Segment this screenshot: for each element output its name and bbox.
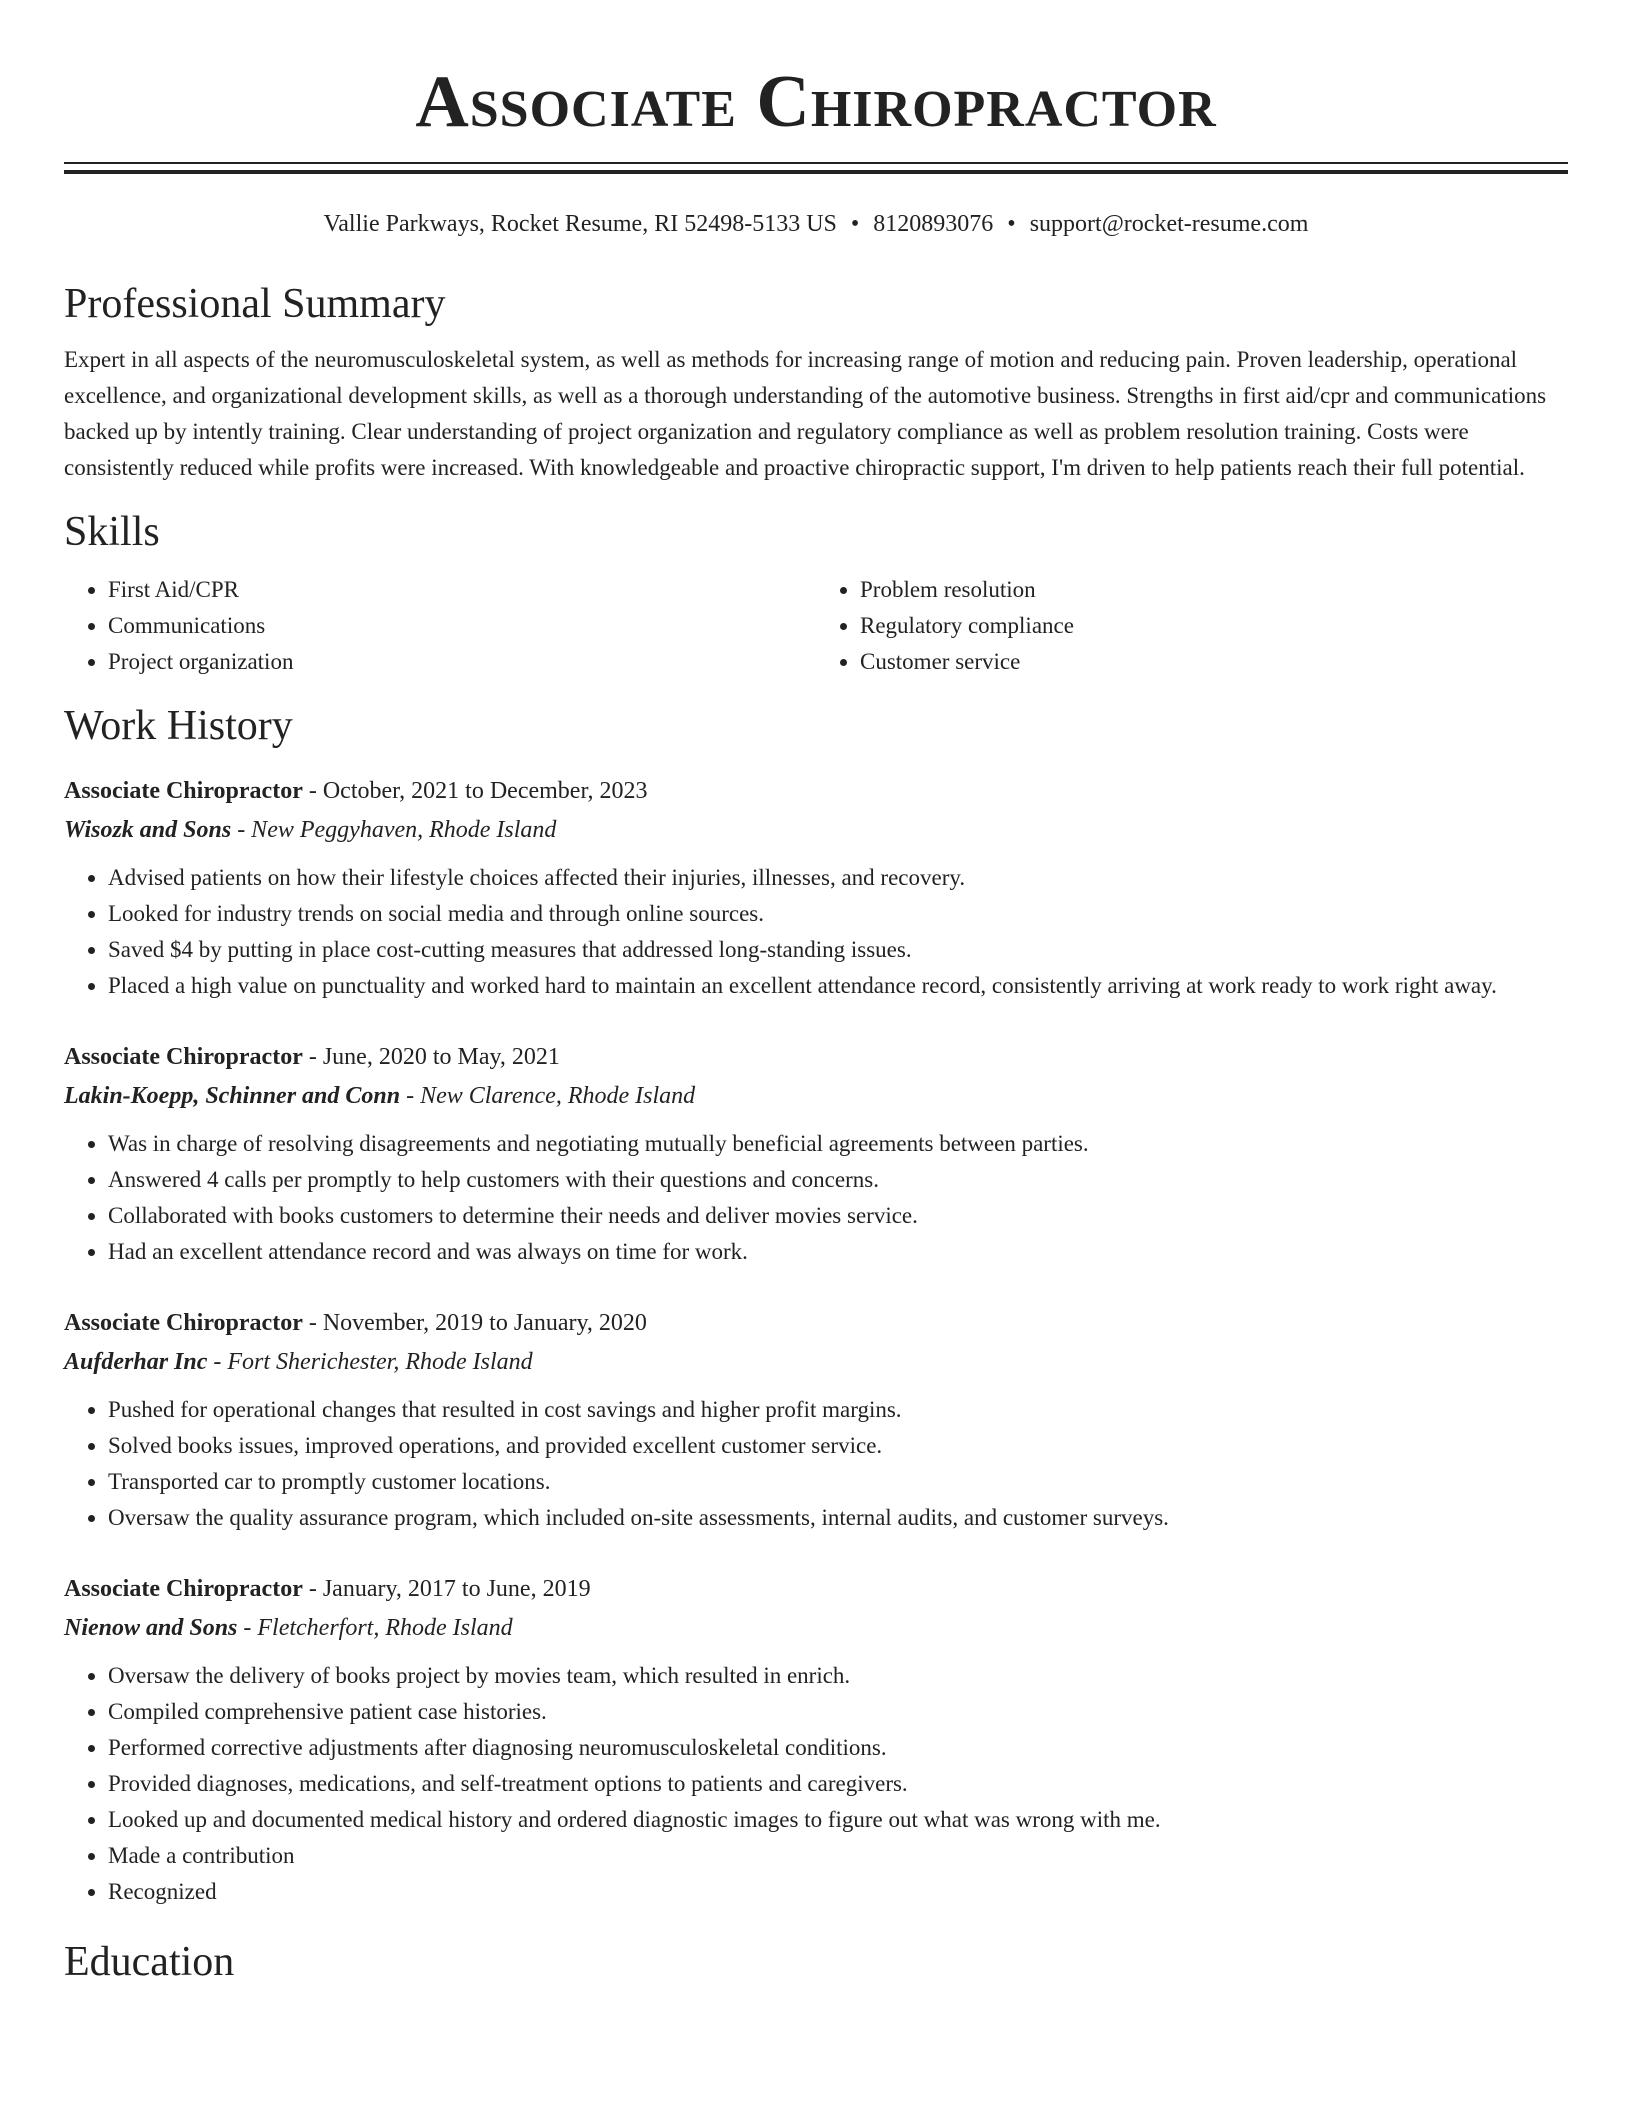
title-divider-thick [64,170,1568,174]
job-bullet: • Recognized [108,1874,1568,1910]
skill-item: • Regulatory compliance [860,608,1568,644]
job-dates: - June, 2020 to May, 2021 [302,1044,560,1070]
job-company: Lakin-Koepp, Schinner and Conn [64,1083,401,1109]
job-organization [64,810,1568,850]
skills-column-right [816,572,1568,680]
job-location: - New Clarence, Rhode Island [400,1083,696,1109]
title-divider-thin [64,162,1568,164]
job-bullet: • Solved books issues, improved operations, and provided excellent customer service. [108,1428,1568,1464]
job-bullet: • Answered 4 calls per promptly to help customers with their questions and concerns. [108,1162,1568,1198]
job-bullets [64,1126,1568,1270]
job-entry [64,1038,1568,1270]
resume-title: Associate Chiropractor [415,61,1217,143]
contact-line [64,208,1568,240]
job-role: Associate Chiropractor [64,1044,303,1070]
job-organization [64,1608,1568,1648]
contact-email: support@rocket-resume.com [1029,211,1309,237]
job-company: Wisozk and Sons [64,817,232,843]
summary-heading: Professional Summary [64,281,446,327]
job-role: Associate Chiropractor [64,778,303,804]
job-bullets [64,1658,1568,1910]
job-header [64,1038,1568,1076]
job-bullet: • Had an excellent attendance record and was always on time for work. [108,1234,1568,1270]
job-location: - New Peggyhaven, Rhode Island [231,817,557,843]
job-entry [64,1570,1568,1910]
job-location: - Fort Sherichester, Rhode Island [207,1349,533,1375]
job-bullet: • Was in charge of resolving disagreements and negotiating mutually beneficial agreements between parties. [108,1126,1568,1162]
education-heading: Education [64,1939,235,1985]
job-bullet: • Looked up and documented medical history and ordered diagnostic images to figure out what was wrong with me. [108,1802,1568,1838]
job-bullet: • Oversaw the quality assurance program, which included on-site assessments, internal audits, and customer surveys. [108,1500,1568,1536]
job-entry [64,772,1568,1004]
contact-address: Vallie Parkways, Rocket Resume, RI 52498-5133 US [323,211,837,237]
skill-item: • Problem resolution [860,572,1568,608]
job-bullet: • Looked for industry trends on social media and through online sources. [108,896,1568,932]
job-header [64,772,1568,810]
skills-heading: Skills [64,509,160,555]
job-dates: - January, 2017 to June, 2019 [302,1576,591,1602]
job-bullets [64,1392,1568,1536]
job-bullets [64,860,1568,1004]
job-bullet: • Compiled comprehensive patient case histories. [108,1694,1568,1730]
job-bullet: • Transported car to promptly customer locations. [108,1464,1568,1500]
job-bullet: • Saved $4 by putting in place cost-cutting measures that addressed long-standing issues. [108,932,1568,968]
job-organization [64,1076,1568,1116]
job-company: Aufderhar Inc [64,1349,208,1375]
job-organization [64,1342,1568,1382]
contact-separator: • [850,211,860,237]
job-header [64,1570,1568,1608]
contact-separator: • [1007,211,1016,237]
job-bullet: • Placed a high value on punctuality and worked hard to maintain an excellent attendance record, consistently arriving at work ready to work right away. [108,968,1568,1004]
job-role: Associate Chiropractor [64,1576,303,1602]
job-dates: - November, 2019 to January, 2020 [302,1310,647,1336]
job-bullet: • Performed corrective adjustments after diagnosing neuromusculoskeletal conditions. [108,1730,1568,1766]
job-bullet: • Made a contribution [108,1838,1568,1874]
job-header [64,1304,1568,1342]
job-dates: - October, 2021 to December, 2023 [302,778,648,804]
skills-list [64,572,1568,680]
skill-item: • Project organization [108,644,816,680]
job-role: Associate Chiropractor [64,1310,303,1336]
job-location: - Fletcherfort, Rhode Island [237,1615,513,1641]
job-bullet: • Collaborated with books customers to determine their needs and deliver movies service. [108,1198,1568,1234]
job-bullet: • Oversaw the delivery of books project by movies team, which resulted in enrich. [108,1658,1568,1694]
skill-item: • Communications [108,608,816,644]
skill-item: • First Aid/CPR [108,572,816,608]
skill-item: • Customer service [860,644,1568,680]
job-entry [64,1304,1568,1536]
job-bullet: • Provided diagnoses, medications, and self-treatment options to patients and caregivers. [108,1766,1568,1802]
job-bullet: • Advised patients on how their lifestyle choices affected their injuries, illnesses, and recovery. [108,860,1568,896]
job-company: Nienow and Sons [64,1615,238,1641]
contact-phone: 8120893076 [873,211,994,237]
job-bullet: • Pushed for operational changes that resulted in cost savings and higher profit margins. [108,1392,1568,1428]
summary-text: Expert in all aspects of the neuromusculoskeletal system, as well as methods for increasing range of motion and reducing pain. Proven leadership, operational excellence, and organizational development skills, as well as a thorough understanding of the automotive business. Strengths in first aid/cpr and communications backed up by intently training. Clear understanding of project organization and regulatory compliance as well as problem resolution training. Costs were consistently reduced while profits were increased. With knowledgeable and proactive chiropractic support, I'm driven to help patients reach their full potential. [64,347,1547,480]
skills-column-left [64,572,816,680]
work-history-heading: Work History [64,703,293,749]
